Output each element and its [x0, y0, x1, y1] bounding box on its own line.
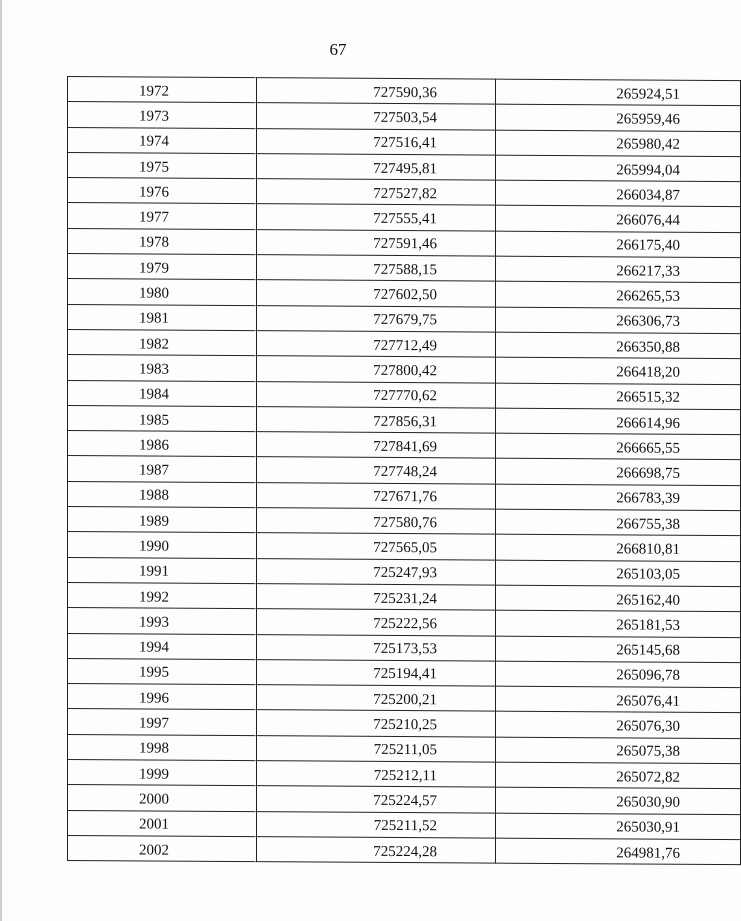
- year-cell-text: 1977: [139, 209, 169, 226]
- value2-cell: [496, 661, 741, 688]
- value1-cell: [257, 331, 496, 358]
- year-cell: [68, 835, 257, 861]
- value1-cell: [257, 78, 496, 105]
- year-cell: [68, 633, 257, 659]
- value2-cell-text: 265162,40: [616, 591, 680, 609]
- value2-cell: [496, 180, 741, 207]
- year-cell-text: 1988: [139, 487, 169, 505]
- value2-cell: [496, 79, 741, 106]
- value1-cell-text: 725212,11: [373, 767, 437, 784]
- year-cell: [68, 178, 257, 204]
- value2-cell-text: 265959,46: [616, 111, 680, 128]
- data-table: [67, 76, 741, 865]
- value2-cell: [496, 636, 741, 663]
- value1-cell: [257, 508, 496, 535]
- year-cell-text: 1983: [139, 361, 169, 378]
- value2-cell-text: 266418,20: [616, 364, 680, 381]
- year-cell: [68, 684, 257, 710]
- value1-cell: [257, 381, 496, 408]
- value1-cell: [257, 837, 496, 864]
- value2-cell-text: 265980,42: [616, 136, 680, 153]
- value1-cell-text: 725231,24: [373, 590, 437, 607]
- year-cell-text: 1987: [139, 462, 169, 479]
- value2-cell: [496, 787, 741, 814]
- value1-cell: [257, 154, 496, 181]
- year-cell-text: 2000: [139, 791, 169, 808]
- value1-cell: [257, 786, 496, 813]
- year-cell: [68, 304, 257, 330]
- value1-cell: [257, 305, 496, 332]
- value2-cell-text: 266034,87: [616, 187, 680, 204]
- year-cell: [68, 152, 257, 178]
- value2-cell: [496, 712, 741, 739]
- value2-cell-text: 266614,96: [616, 414, 680, 432]
- year-cell: [68, 608, 257, 634]
- year-cell-text: 1994: [139, 639, 169, 656]
- value1-cell-text: 725211,05: [373, 742, 437, 759]
- value2-cell: [496, 231, 741, 258]
- value1-cell: [257, 533, 496, 560]
- year-cell: [68, 77, 257, 103]
- value1-cell: [257, 280, 496, 307]
- value2-cell: [496, 155, 741, 182]
- year-cell: [68, 355, 257, 381]
- year-cell-text: 1993: [139, 614, 169, 631]
- value2-cell: [496, 281, 741, 308]
- value2-cell-text: 265181,53: [616, 617, 680, 634]
- year-cell: [68, 254, 257, 280]
- year-cell: [68, 279, 257, 305]
- value1-cell: [257, 179, 496, 206]
- value2-cell-text: 265145,68: [616, 642, 680, 659]
- value1-cell-text: 725222,56: [373, 615, 437, 633]
- year-cell-text: 1992: [139, 589, 169, 606]
- year-cell: [68, 734, 257, 760]
- value2-cell: [496, 838, 741, 865]
- value2-cell: [496, 206, 741, 233]
- value1-cell: [257, 584, 496, 611]
- value1-cell: [257, 128, 496, 155]
- value1-cell: [257, 659, 496, 686]
- value1-cell-text: 727580,76: [373, 514, 437, 531]
- value1-cell-text: 727495,81: [373, 160, 437, 177]
- year-cell-text: 1996: [139, 690, 169, 707]
- value2-cell-text: 266783,39: [616, 490, 680, 508]
- value1-cell-text: 727679,75: [373, 312, 437, 329]
- value2-cell: [496, 686, 741, 713]
- value1-cell-text: 727555,41: [373, 210, 437, 228]
- value1-cell: [257, 255, 496, 282]
- year-cell-text: 1991: [139, 563, 169, 580]
- value2-cell: [496, 130, 741, 157]
- value1-cell-text: 727527,82: [373, 185, 437, 203]
- year-cell-text: 1982: [139, 336, 169, 353]
- year-cell-text: 1978: [139, 234, 169, 252]
- year-cell: [68, 658, 257, 684]
- value2-cell-text: 266755,38: [616, 516, 680, 533]
- value1-cell-text: 725211,52: [373, 818, 437, 835]
- value1-cell: [257, 811, 496, 838]
- year-cell: [68, 709, 257, 735]
- value2-cell-text: 265072,82: [616, 769, 680, 786]
- value2-cell: [496, 433, 741, 460]
- value2-cell: [496, 104, 741, 131]
- value1-cell-text: 725224,28: [373, 843, 437, 860]
- value1-cell: [257, 204, 496, 231]
- value2-cell-text: 266076,44: [616, 212, 680, 229]
- value1-cell: [257, 710, 496, 737]
- year-cell: [68, 582, 257, 608]
- year-cell: [68, 405, 257, 431]
- value2-cell-text: 266698,75: [616, 465, 680, 482]
- value1-cell: [257, 735, 496, 762]
- value1-cell-text: 727841,69: [373, 438, 437, 456]
- value1-cell-text: 725247,93: [373, 565, 437, 582]
- year-cell-text: 1990: [139, 538, 169, 555]
- value1-cell-text: 727856,31: [373, 413, 437, 430]
- value1-cell-text: 725194,41: [373, 666, 437, 683]
- value2-cell-text: 265030,90: [616, 794, 680, 811]
- year-cell-text: 1979: [139, 260, 169, 277]
- year-cell: [68, 203, 257, 229]
- year-cell: [68, 102, 257, 128]
- value2-cell: [496, 509, 741, 536]
- value2-cell: [496, 610, 741, 637]
- value1-cell: [257, 558, 496, 585]
- value2-cell-text: 265075,38: [616, 743, 680, 761]
- value2-cell-text: 266350,88: [616, 338, 680, 356]
- value2-cell-text: 264981,76: [616, 844, 680, 862]
- year-cell-text: 1980: [139, 285, 169, 302]
- year-cell-text: 1998: [139, 740, 169, 757]
- year-cell-text: 2001: [139, 816, 169, 833]
- value2-cell: [496, 484, 741, 511]
- value1-cell-text: 725224,57: [373, 792, 437, 810]
- year-cell: [68, 127, 257, 153]
- value1-cell-text: 725200,21: [373, 691, 437, 709]
- year-cell-text: 1986: [139, 437, 169, 454]
- value1-cell-text: 727800,42: [373, 362, 437, 380]
- year-cell: [68, 481, 257, 507]
- page-edge: [0, 0, 2, 921]
- value1-cell-text: 727590,36: [373, 84, 437, 101]
- year-cell-text: 1999: [139, 766, 169, 783]
- value1-cell-text: 727770,62: [373, 388, 437, 405]
- value2-cell-text: 266217,33: [616, 263, 680, 280]
- value1-cell: [257, 761, 496, 788]
- year-cell-text: 1975: [139, 158, 169, 176]
- year-cell: [68, 785, 257, 811]
- value2-cell: [496, 813, 741, 840]
- value2-cell-text: 265924,51: [616, 85, 680, 103]
- value1-cell-text: 725173,53: [373, 641, 437, 658]
- value2-cell: [496, 307, 741, 334]
- year-cell: [68, 380, 257, 406]
- value2-cell-text: 265096,78: [616, 667, 680, 685]
- value1-cell-text: 727602,50: [373, 286, 437, 304]
- year-cell: [68, 760, 257, 786]
- year-cell: [68, 329, 257, 355]
- value1-cell-text: 727503,54: [373, 109, 437, 127]
- year-cell: [68, 557, 257, 583]
- value2-cell: [496, 737, 741, 764]
- value2-cell-text: 266175,40: [616, 237, 680, 255]
- data-table-container: [67, 76, 680, 864]
- value1-cell-text: 727712,49: [373, 337, 437, 354]
- value2-cell: [496, 383, 741, 410]
- value1-cell-text: 727748,24: [373, 463, 437, 481]
- year-cell-text: 1989: [139, 513, 169, 530]
- value2-cell: [496, 459, 741, 486]
- value1-cell: [257, 482, 496, 509]
- year-cell: [68, 810, 257, 836]
- year-cell-text: 1972: [139, 83, 169, 100]
- value2-cell: [496, 408, 741, 435]
- value2-cell-text: 265076,41: [616, 693, 680, 710]
- value1-cell: [257, 229, 496, 256]
- value2-cell-text: 266665,55: [616, 440, 680, 457]
- value2-cell: [496, 256, 741, 283]
- value2-cell: [496, 762, 741, 789]
- year-cell: [68, 456, 257, 482]
- table-row: [68, 835, 741, 864]
- value2-cell-text: 265994,04: [616, 161, 680, 179]
- value2-cell-text: 266265,53: [616, 288, 680, 305]
- value2-cell: [496, 534, 741, 561]
- value1-cell-text: 727565,05: [373, 539, 437, 557]
- value2-cell-text: 265103,05: [616, 566, 680, 584]
- value1-cell-text: 725210,25: [373, 716, 437, 734]
- value2-cell-text: 265076,30: [616, 718, 680, 735]
- value1-cell: [257, 356, 496, 383]
- value2-cell-text: 265030,91: [616, 819, 680, 836]
- value2-cell: [496, 357, 741, 384]
- value1-cell: [257, 685, 496, 712]
- data-table-body: [68, 77, 741, 865]
- value1-cell: [257, 457, 496, 484]
- year-cell-text: 1976: [139, 184, 169, 201]
- year-cell: [68, 532, 257, 558]
- value2-cell-text: 266810,81: [616, 541, 680, 558]
- year-cell-text: 1974: [139, 133, 169, 150]
- value1-cell: [257, 609, 496, 636]
- year-cell-text: 2002: [139, 841, 169, 859]
- value1-cell-text: 727591,46: [373, 236, 437, 253]
- year-cell-text: 1985: [139, 411, 169, 429]
- value2-cell-text: 266306,73: [616, 313, 680, 331]
- year-cell-text: 1984: [139, 386, 169, 403]
- page-number: 67: [329, 40, 347, 59]
- value1-cell: [257, 103, 496, 130]
- value1-cell-text: 727588,15: [373, 261, 437, 278]
- value1-cell: [257, 432, 496, 459]
- year-cell: [68, 228, 257, 254]
- year-cell: [68, 507, 257, 533]
- year-cell-text: 1997: [139, 715, 169, 732]
- value2-cell-text: 266515,32: [616, 389, 680, 406]
- year-cell-text: 1995: [139, 664, 169, 682]
- year-cell-text: 1981: [139, 310, 169, 327]
- value2-cell: [496, 585, 741, 612]
- value1-cell-text: 727516,41: [373, 135, 437, 152]
- value1-cell-text: 727671,76: [373, 489, 437, 506]
- year-cell-text: 1973: [139, 108, 169, 125]
- year-cell: [68, 431, 257, 457]
- value2-cell: [496, 560, 741, 587]
- value1-cell: [257, 407, 496, 434]
- value1-cell: [257, 634, 496, 661]
- value2-cell: [496, 332, 741, 359]
